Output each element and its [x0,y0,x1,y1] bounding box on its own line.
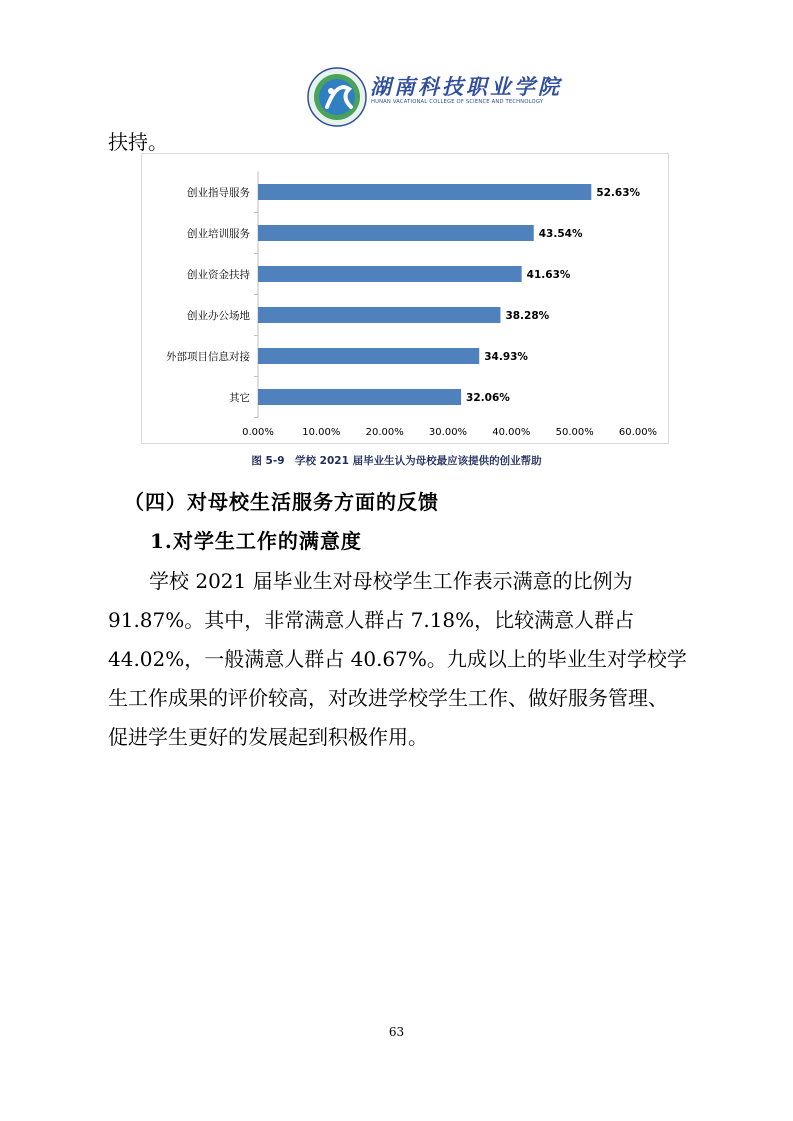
x-tick-label: 0.00% [242,427,274,438]
school-name-cn: 湖南科技职业学院 [370,74,562,99]
bar [258,348,479,364]
category-label: 创业指导服务 [187,187,250,199]
lead-text: 扶持。 [108,130,168,154]
bar [258,225,534,241]
category-label: 创业资金扶持 [187,269,250,281]
data-label: 52.63% [596,187,641,199]
section-heading: （四）对母校生活服务方面的反馈 [124,490,439,514]
page-header [0,55,793,125]
data-label: 34.93% [484,351,528,363]
x-tick-label: 60.00% [618,427,658,438]
category-label: 创业办公场地 [187,310,250,322]
x-tick-label: 20.00% [365,427,404,438]
paragraph-line: 91.87%。其中，非常满意人群占 7.18%，比较满意人群占 [108,608,635,632]
category-label: 外部项目信息对接 [166,351,250,363]
data-label: 32.06% [466,392,510,404]
x-tick-label: 40.00% [492,427,531,438]
bar [258,184,591,200]
paragraph-line: 44.02%，一般满意人群占 40.67%。九成以上的毕业生对学校学 [108,647,687,671]
category-label: 创业培训服务 [187,228,250,240]
paragraph-line: 促进学生更好的发展起到积极作用。 [108,725,428,749]
school-logo-icon [307,67,367,127]
bar-chart-frame [141,153,669,444]
x-tick-label: 30.00% [428,427,468,438]
paragraph-line: 生工作成果的评价较高，对改进学校学生工作、做好服务管理、 [108,686,668,710]
data-label: 38.28% [505,310,550,322]
school-name-en: HUNAN VACATIONAL COLLEGE OF SCIENCE AND TECHNOLOGY [371,99,544,105]
sub-heading: 1.对学生工作的满意度 [150,529,362,553]
category-label: 其它 [229,392,250,404]
bar [258,307,500,323]
data-label: 41.63% [526,269,571,281]
data-label: 43.54% [538,228,583,240]
bar-chart [142,154,668,443]
paragraph-line: 学校 2021 届毕业生对母校学生工作表示满意的比例为 [149,569,633,593]
x-tick-label: 50.00% [555,427,594,438]
figure-caption: 图 5-9 学校 2021 届毕业生认为母校最应该提供的创业帮助 [251,455,542,467]
x-tick-label: 10.00% [302,427,341,438]
body-paragraph [108,562,698,757]
bar [258,389,461,405]
bar [258,266,522,282]
page-number: 63 [388,1025,405,1039]
